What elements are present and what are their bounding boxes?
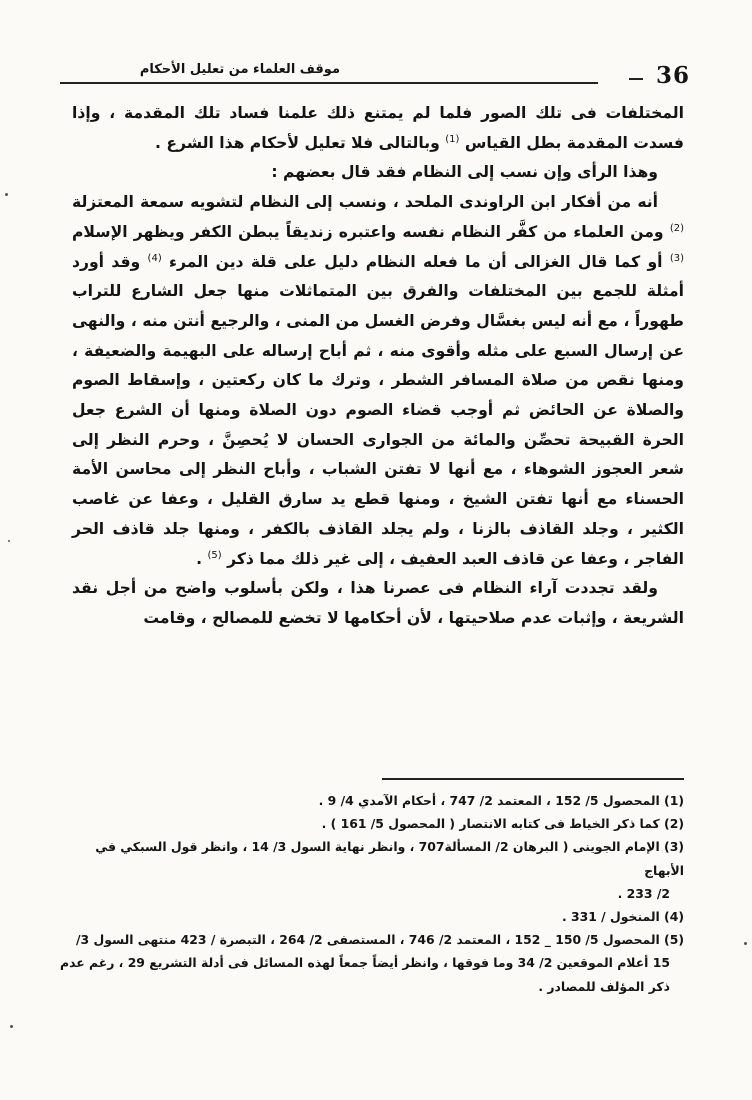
footnotes [60, 789, 684, 998]
paragraph-3 [72, 188, 684, 574]
footnote-3-continued: 2/ 233 . [617, 885, 670, 901]
paragraph-text: وقد أورد أمثلة للجمع بين المختلفات والفرق بين المتماثلات منها جعل الشارع للتراب طهوراً ، مع أنه ليس بغسَّال وفرض الغسل من المنى ، والرجيع أنتن منه ، والنهى عن إرسال السبع على مثله وأقوى منه ، ثم أباح إرساله على البهيمة والضعيفة ، ومنها نقص من صلاة المسافر الشطر ، وترك ما كان ركعتين ، وإسقاط الصوم والصلاة عن الحائض ثم أوجب قضاء الصوم دون الصلاة ومنها أن الشرع جعل الحرة القبيحة تحصِّن والمائة من الجوارى الحسان لا يُحصِنَّ ، وحرم النظر إلى شعر العجوز الشوهاء ، مع أنها لا تفتن الشباب ، وأباح النظر إلى محاسن الأمة الحسناء مع أنها تفتن الشيخ ، ومنها قطع يد سارق القليل ، وعفا عن غاصب الكثير ، وجلد القاذف بالزنا ، ولم يجلد القاذف بالكفر ، ومنها جلد قاذف الحر الفاجر ، وعفا عن قاذف العبد العفيف ، إلى غير ذلك مما ذكر [72, 252, 684, 568]
header-rule [60, 82, 690, 84]
footnote-4: (4) المنخول / 331 . [561, 909, 684, 925]
footnote-ref: (5) [207, 549, 222, 561]
paragraph-text: أو كما قال الغزالى أن ما فعله النظام دليل على قلة دين المرء [169, 252, 670, 271]
footnote-separator [382, 778, 684, 780]
paragraph-text: ومن العلماء من كفَّر النظام نفسه واعتبره زنديقاً يبطن الكفر ويظهر الإسلام [72, 222, 670, 241]
paragraph-text: المختلفات فى تلك الصور فلما لم يمتنع ذلك علمنا فساد تلك المقدمة ، وإذا فسدت المقدمة بطل القياس [72, 104, 684, 152]
scan-speck [10, 1025, 13, 1028]
paragraph-text: . [196, 549, 208, 568]
body-text [72, 99, 684, 634]
scan-speck [5, 193, 8, 196]
scan-speck [744, 942, 747, 945]
footnote-1: (1) المحصول 5/ 152 ، المعتمد 2/ 747 ، أحكام الآمدي 4/ 9 . [318, 793, 684, 808]
footnote-5: (5) المحصول 5/ 150 _ 152 ، المعتمد 2/ 746 ، المستصفى 2/ 264 ، التبصرة / 423 منتهى السول 3/ [75, 932, 684, 948]
footnote-ref: (1) [445, 133, 460, 145]
paragraph-2: وهذا الرأى وإن نسب إلى النظام فقد قال بعضهم : [271, 163, 658, 182]
footnote-ref: (4) [147, 252, 162, 264]
footnote-5-continued: 15 أعلام الموقعين 2/ 34 وما فوقها ، وانظر أيضاً جمعاً لهذه المسائل فى أدلة التشريع 29 ، رغم عدم [60, 955, 670, 971]
footnote-ref: (2) [669, 222, 684, 234]
header-dash [629, 78, 643, 80]
paragraph-text: أنه من أفكار ابن الراوندى الملحد ، ونسب إلى النظام لتشويه سمعة المعتزلة [72, 193, 658, 212]
paragraph-4: ولقد تجددت آراء النظام فى عصرنا هذا ، ولكن بأسلوب واضح من أجل نقد الشريعة ، وإثبات عدم صلاحيتها ، لأن أحكامها لا تخضع للمصالح ، وقامت [72, 579, 684, 627]
running-title: موقف العلماء من تعليل الأحكام [136, 62, 344, 77]
footnote-ref: (3) [669, 252, 684, 264]
footnote-3: (3) الإمام الجوينى ( البرهان 2/ المسألة707 ، وانظر نهاية السول 3/ 14 ، وانظر قول السبكي في الأبهاج [95, 839, 684, 878]
footnote-2: (2) كما ذكر الخياط فى كتابه الانتصار ( المحصول 5/ 161 ) . [321, 816, 684, 832]
page-number: 36 [655, 62, 690, 89]
scan-speck [8, 540, 10, 542]
paragraph-text: وبالتالى فلا تعليل لأحكام هذا الشرع . [155, 133, 446, 152]
footnote-5-end: ذكر المؤلف للمصادر . [538, 978, 670, 994]
paragraph-1 [72, 99, 684, 158]
page-header [60, 58, 690, 92]
